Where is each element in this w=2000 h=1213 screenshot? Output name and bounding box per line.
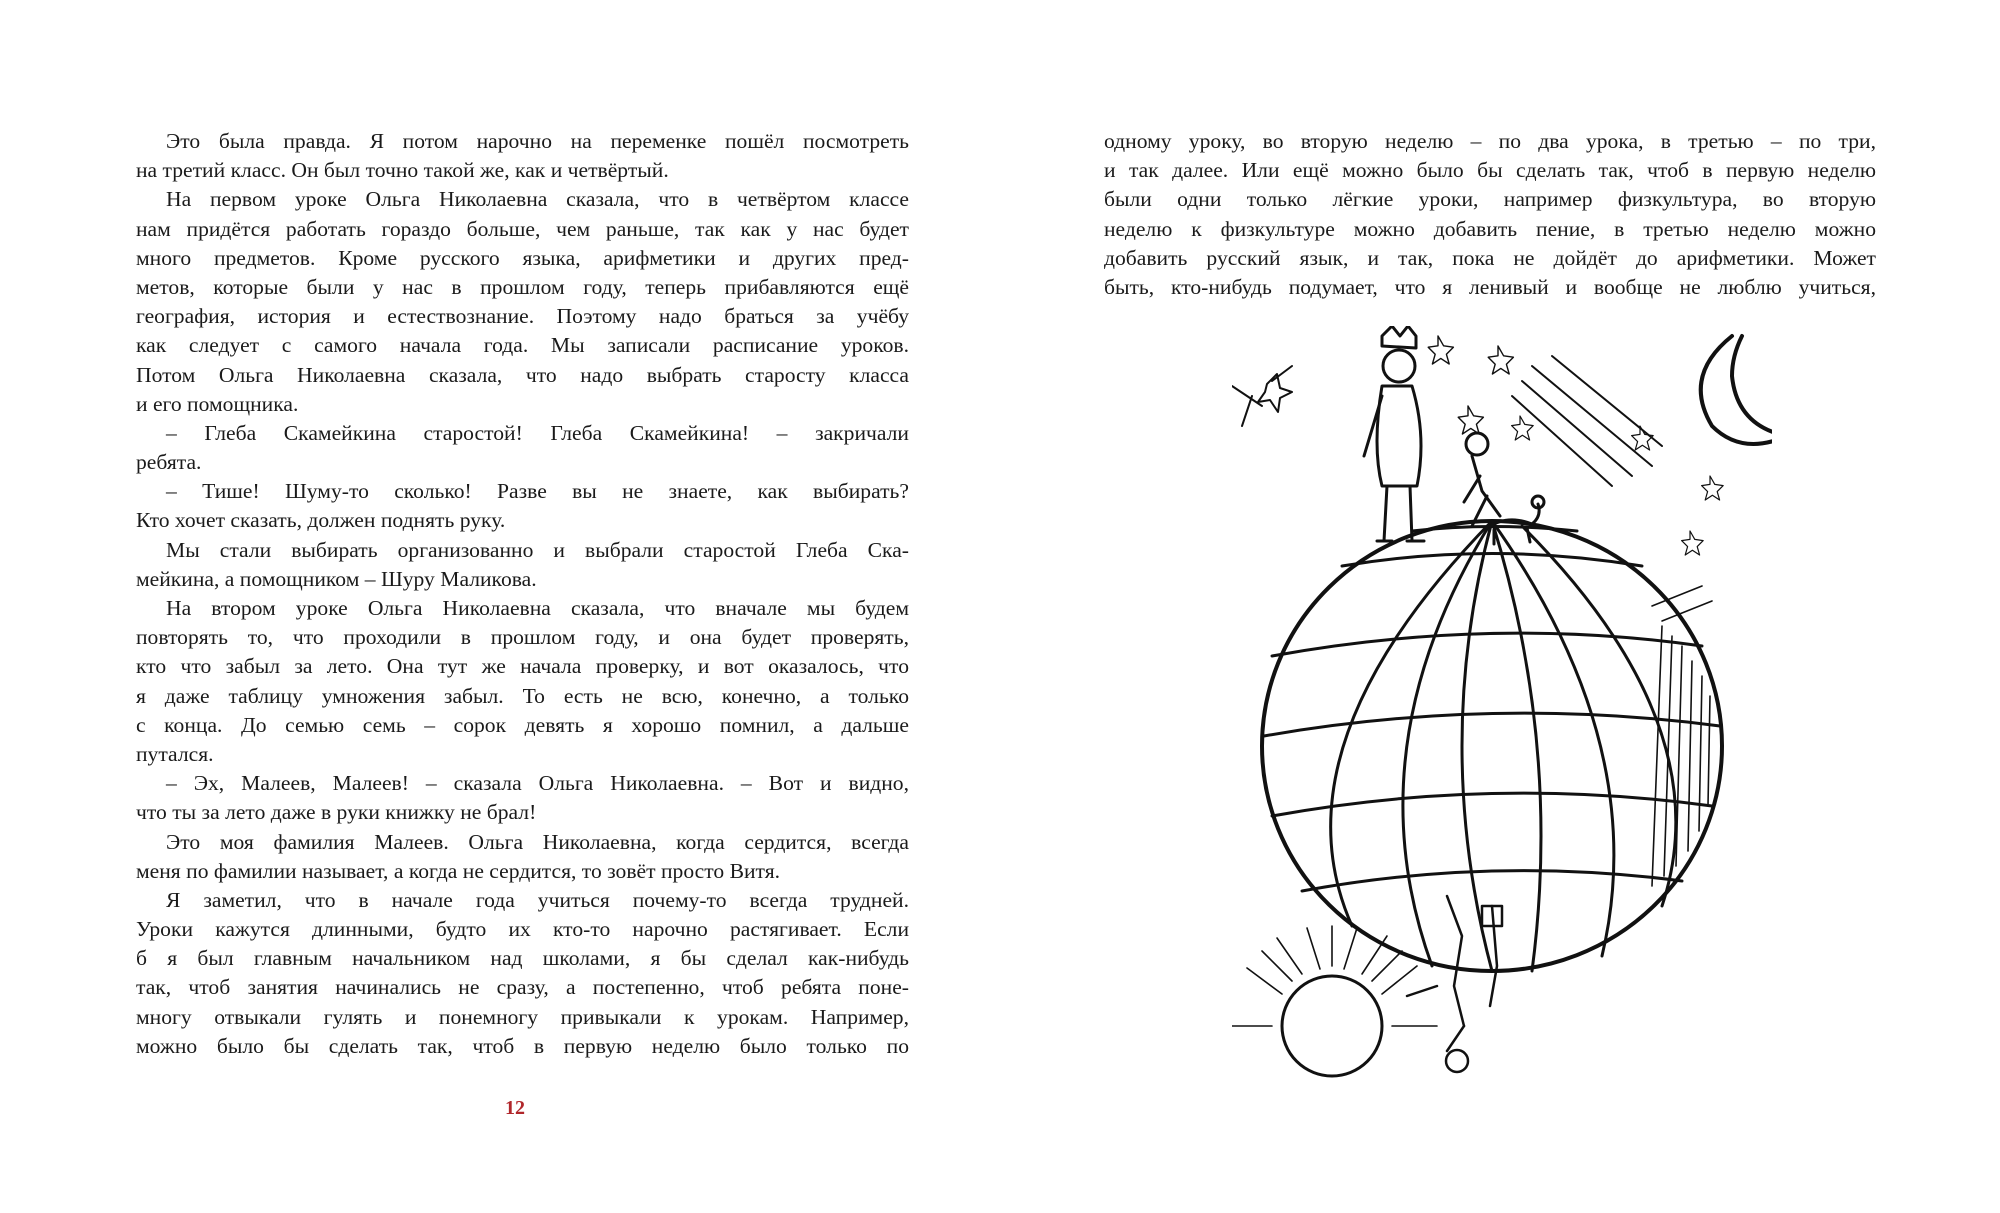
text-line: На первом уроке Ольга Николаевна сказала, что в четвёртом классе [166,187,909,212]
text-line: много предметов. Кроме русского языка, арифметики и других пред- [136,245,909,270]
text-line: – Тише! Шуму-то сколько! Разве вы не знаете, как выбирать? [166,479,909,504]
text-line: нам придётся работать гораздо больше, чем раньше, так как у нас будет [136,216,909,241]
text-line: многу отвыкали гулять и понемногу привыкали к урокам. Например, [136,1004,909,1029]
text-line: Это была правда. Я потом нарочно на переменке пошёл посмотреть [166,129,909,153]
text-line: б я был главным начальником над школами, я бы сделал как-нибудь [136,946,909,971]
text-line: – Глеба Скамейкина старостой! Глеба Скамейкина! – закричали [166,420,909,445]
right-page [1000,0,2000,1213]
text-line: с конца. До семью семь – сорок девять я хорошо помнил, а дальше [136,712,909,737]
text-line: что ты за лето даже в руки книжку не брал! [136,800,537,825]
text-line: Я заметил, что в начале года учиться почему-то всегда трудней. [166,887,909,912]
text-line: я даже таблицу умножения забыл. То есть не всю, конечно, а только [136,683,909,708]
text-line: Уроки кажутся длинными, будто их кто-то нарочно растягивает. Если [136,917,909,942]
crescent-moon-icon [1701,336,1772,444]
small-child-icon [1464,433,1500,526]
text-line: можно было бы сделать так, чтоб в первую неделю было только по [136,1033,909,1058]
text-line: путался. [136,741,214,766]
globe-with-children-drawing-icon [1232,326,1772,1096]
text-line: Это моя фамилия Малеев. Ольга Николаевна, когда сердится, всегда [166,829,909,854]
text-line: так, чтоб занятия начинались не сразу, а постепенно, чтоб ребята поне- [136,975,909,1000]
text-line: и его помощника. [136,391,299,416]
text-line: На втором уроке Ольга Николаевна сказала, что вначале мы будем [166,596,909,620]
sun-icon [1232,926,1437,1076]
text-line: Потом Ольга Николаевна сказала, что надо выбрать старосту класса [136,362,909,387]
text-line: неделю к физкультуре можно добавить пение, в третью неделю можно [1104,216,1876,241]
text-line: мейкина, а помощником – Шуру Маликова. [136,566,537,591]
text-line: – Эх, Малеев, Малеев! – сказала Ольга Николаевна. – Вот и видно, [166,771,909,796]
text-line: быть, кто-нибудь подумает, что я ленивый и вообще не люблю учиться, [1104,274,1876,299]
text-line: ребята. [136,450,202,475]
text-line: как следует с самого начала года. Мы записали расписание уроков. [136,333,909,358]
text-line: повторять то, что проходили в прошлом году, и она будет проверять, [136,625,909,650]
upside-down-children-icon [1407,896,1502,1072]
text-line: меня по фамилии называет, а когда не сердится, то зовёт просто Витя. [136,858,781,883]
text-line: и так далее. Или ещё можно было бы сделать так, чтоб в первую неделю [1104,158,1876,183]
text-line: кто что забыл за лето. Она тут же начала проверку, и вот оказалось, что [136,654,909,679]
text-line: одному уроку, во вторую неделю – по два урока, в третью – по три, [1104,129,1876,153]
text-line: Мы стали выбирать организованно и выбрали старостой Глеба Ска- [166,537,909,562]
text-line: Кто хочет сказать, должен поднять руку. [136,508,506,533]
text-line: добавить русский язык, и так, пока не дойдёт до арифметики. Может [1104,245,1876,270]
text-line: на третий класс. Он был точно такой же, как и четвёртый. [136,158,669,183]
left-text-column [136,127,909,1061]
text-line: были одни только лёгкие уроки, например физкультура, во вторую [1104,187,1876,212]
text-line: метов, которые были у нас в прошлом году, теперь прибавляются ещё [136,274,909,299]
boy-on-globe-icon [1364,326,1424,541]
text-line: география, история и естествознание. Поэтому надо браться за учёбу [136,304,909,329]
right-text-column [1104,127,1876,302]
page-number: 12 [505,1097,525,1119]
globe-icon [1262,521,1722,971]
